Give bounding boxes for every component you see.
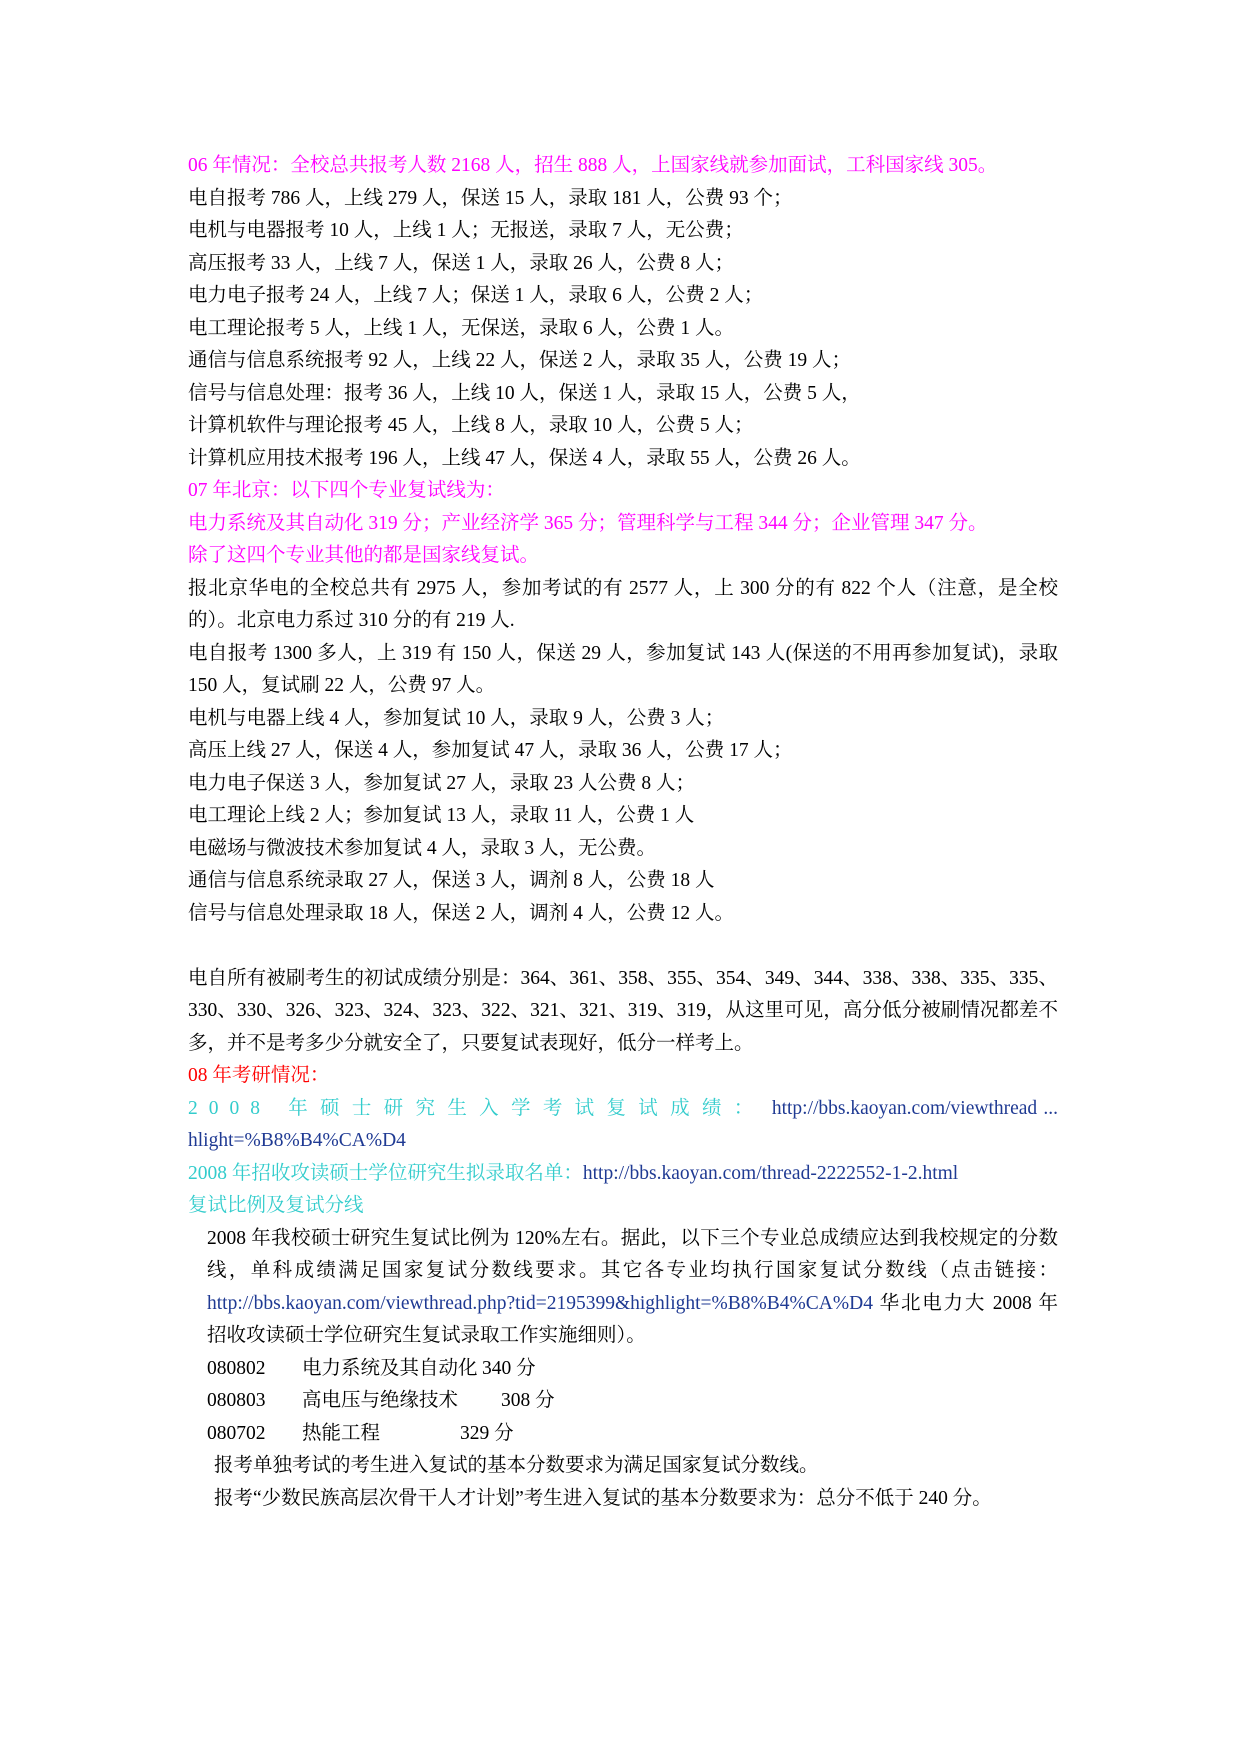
- score-table-row: [188, 1353, 1058, 1386]
- major-name: 电力系统及其自动化: [302, 1357, 478, 1379]
- s06-line: 电力电子报考 24 人，上线 7 人；保送 1 人，录取 6 人，公费 2 人；: [188, 285, 764, 306]
- link2-paragraph: [188, 1158, 1058, 1191]
- section-08-heading: 08 年考研情况：: [188, 1065, 330, 1086]
- document-body: [188, 150, 1058, 1515]
- link1-url[interactable]: http://bbs.kaoyan.com/viewthread ... hlight=%B8%B4%CA%D4: [188, 1097, 1058, 1151]
- major-score: 308 分: [501, 1390, 555, 1411]
- ratio-heading: 复试比例及复试分线: [188, 1195, 364, 1216]
- s07-line: 报北京华电的全校总共有 2975 人，参加考试的有 2577 人，上 300 分的有 822 个人（注意，是全校的）。北京电力系过 310 分的有 219 人.: [188, 577, 1058, 631]
- section-06-heading: 06 年情况：全校总共报考人数 2168 人，招生 888 人，上国家线就参加面试，工科国家线 305。: [188, 155, 998, 176]
- note-minority-plan: 报考“少数民族高层次骨干人才计划”考生进入复试的基本分数要求为：总分不低于 240 分。: [214, 1487, 992, 1509]
- ratio-text-before: 2008 年我校硕士研究生复试比例为 120%左右。据此，以下三个专业总成绩应达到我校规定的分数线，单科成绩满足国家复试分数线要求。其它各专业均执行国家复试分数线（点击链接：: [207, 1227, 1058, 1281]
- score-table-row: [188, 1418, 1058, 1451]
- scores-note: 电自所有被刷考生的初试成绩分别是：364、361、358、355、354、349、344、338、338、335、335、330、330、326、323、324、323、322、321、321、319、319，从这里可见，高分低分被刷情况都差不多，并不是考多少分就安全了，只要复试表现好，低分一样考上。: [188, 967, 1058, 1054]
- s07-line: 电机与电器上线 4 人，参加复试 10 人，录取 9 人，公费 3 人；: [188, 707, 725, 729]
- s06-line: 计算机软件与理论报考 45 人，上线 8 人，录取 10 人，公费 5 人；: [188, 415, 754, 436]
- score-table-row: [188, 1385, 1058, 1418]
- link2-label: 2008 年招收攻读硕士学位研究生拟录取名单：: [188, 1162, 583, 1184]
- s06-line: 电自报考 786 人，上线 279 人，保送 15 人，录取 181 人，公费 93 个；: [188, 187, 793, 209]
- s07-line: 高压上线 27 人，保送 4 人，参加复试 47 人，录取 36 人，公费 17 人；: [188, 740, 793, 761]
- ratio-text-after: 华北电力大 2008 年招收攻读硕士学位研究生复试录取工作实施细则）。: [207, 1292, 1058, 1346]
- major-code: 080803: [207, 1390, 266, 1411]
- s06-line: 计算机应用技术报考 196 人，上线 47 人，保送 4 人，录取 55 人，公费 26 人。: [188, 447, 861, 469]
- link1-paragraph: [188, 1093, 1058, 1158]
- s07-line: 电自报考 1300 多人，上 319 有 150 人，保送 29 人，参加复试 143 人(保送的不用再参加复试)，录取 150 人，复试刷 22 人，公费 97 人。: [188, 642, 1058, 696]
- section-07-heading: 07 年北京：以下四个专业复试线为：: [188, 480, 505, 501]
- s06-line: 通信与信息系统报考 92 人，上线 22 人，保送 2 人，录取 35 人，公费 19 人；: [188, 350, 852, 371]
- s07-line: 通信与信息系统录取 27 人，保送 3 人，调剂 8 人，公费 18 人: [188, 870, 715, 891]
- ratio-paragraph: [188, 1223, 1058, 1353]
- major-name: 高电压与绝缘技术: [302, 1390, 459, 1411]
- note-single-exam: 报考单独考试的考生进入复试的基本分数要求为满足国家复试分数线。: [214, 1455, 819, 1476]
- s06-line: 信号与信息处理：报考 36 人，上线 10 人，保送 1 人，录取 15 人，公费 5 人，: [188, 382, 861, 404]
- major-score: 329 分: [460, 1422, 514, 1444]
- s07-line: 电力电子保送 3 人，参加复试 27 人，录取 23 人公费 8 人；: [188, 772, 696, 794]
- s07-line: 信号与信息处理录取 18 人，保送 2 人，调剂 4 人，公费 12 人。: [188, 902, 735, 924]
- s06-line: 高压报考 33 人，上线 7 人，保送 1 人，录取 26 人，公费 8 人；: [188, 252, 735, 274]
- major-score: 340 分: [482, 1357, 536, 1379]
- s06-line: 电工理论报考 5 人，上线 1 人，无保送，录取 6 人，公费 1 人。: [188, 317, 735, 339]
- blank-line: [188, 930, 1058, 963]
- s07-cutoff-line: 电力系统及其自动化 319 分；产业经济学 365 分；管理科学与工程 344 分；企业管理 347 分。: [188, 512, 988, 534]
- major-name: 热能工程: [302, 1422, 381, 1444]
- major-code: 080702: [207, 1422, 266, 1444]
- link1-label: 2008 年硕士研究生入学考试复试成绩：: [188, 1097, 766, 1119]
- s07-line: 电磁场与微波技术参加复试 4 人，录取 3 人，无公费。: [188, 837, 657, 859]
- s07-line: 电工理论上线 2 人；参加复试 13 人，录取 11 人，公费 1 人: [188, 805, 695, 826]
- detail-rules-link[interactable]: http://bbs.kaoyan.com/viewthread.php?tid=2195399&highlight=%B8%B4%CA%D4: [207, 1292, 873, 1314]
- link2-url[interactable]: http://bbs.kaoyan.com/thread-2222552-1-2.html: [582, 1162, 959, 1184]
- s06-line: 电机与电器报考 10 人，上线 1 人；无报送，录取 7 人，无公费；: [188, 220, 744, 241]
- s07-cutoff-line: 除了这四个专业其他的都是国家线复试。: [188, 545, 540, 566]
- major-code: 080802: [207, 1357, 266, 1379]
